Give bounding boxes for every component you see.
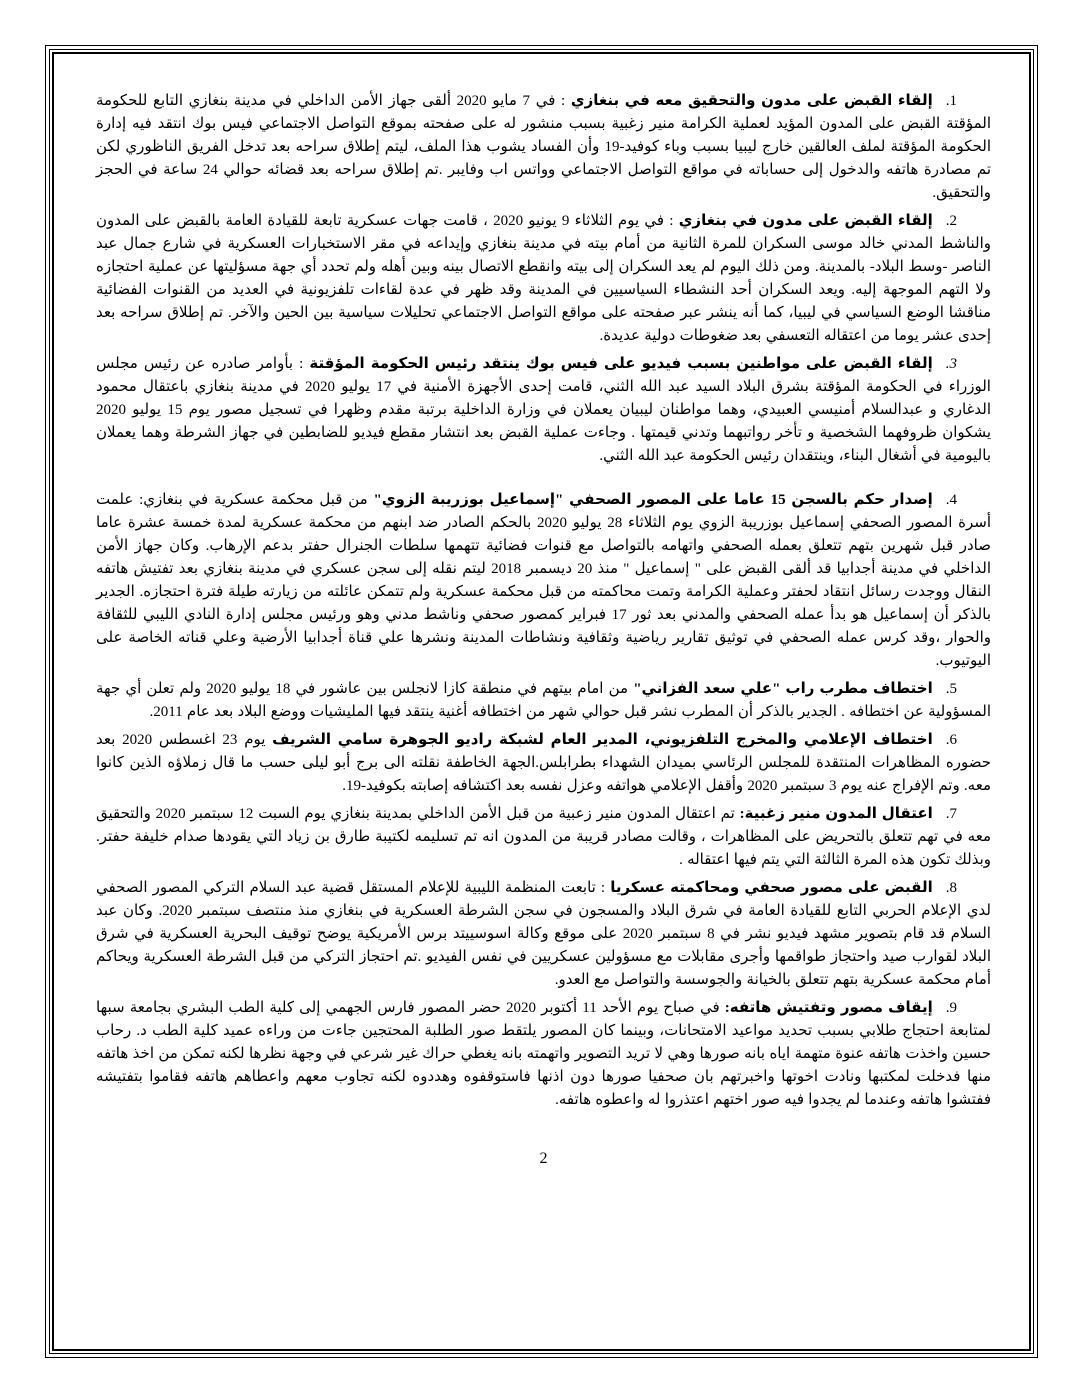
item-title: إصدار حكم بالسجن 15 عاما على المصور الصحفي "إسماعيل بوزريبة الزوي" xyxy=(373,492,933,508)
item-body: تم اعتقال المدون منير زعبية من قبل الأمن الداخلي بمدينة بنغازي يوم السبت 12 سبتمبر 2020 والتحقيق معه في تهم تتعلق بالتحريض على المظاهرات ، وقالت مصادر قريبة من المدون انه تم تسليمه لكتيبة طارق بن زياد التي يقودها صدام خليفة حفتر. وبذلك تكون هذه المرة الثالثة التي يتم فيها اعتقاله . xyxy=(96,806,991,868)
list-item-5 xyxy=(96,678,991,724)
item-body: من قبل محكمة عسكرية في بنغازي: علمت أسرة المصور الصحفي إسماعيل بوزريبة الزوي يوم الثلاثاء 28 يوليو 2020 بالحكم الصادر ضد ابنهم من محكمة عسكرية لمدة خمسة عشرة عاما صادر قبل شهرين بتهم تتعلق بعمله الصحفي واتهامه بالتواصل مع قنوات فضائية تتهمها سلطات الجنرال حفتر بدعم الإرهاب. وكان جهاز الأمن الداخلي في مدينة أجدابيا قد ألقى القبض على " إسماعيل " منذ 20 ديسمبر 2018 ليتم نقله إلى سجن عسكري في مدينة بنغازي بعد تفتيش هاتفه النقال ووجدت رسائل انتقاد لحفتر وعملية الكرامة وتمت محاكمته من قبل محكمة عسكرية ولم تتمكن عائلته من زيارته طيلة فترة احتجازه. الجدير بالذكر أن إسماعيل هو بدأ عمله الصحفي والمدني بعد ثور 17 فبراير كمصور صحفي وناشط مدني وهو ورئيس مجلس إدارة النادي الليبي للثقافة والحوار ،وقد كرس عمله الصحفي في توثيق تقارير رياضية وثقافية ونشاطات المدينة ونشرها علي قناة أجدابيا الأرضية وعلي قناته الخاصة على اليوتيوب. xyxy=(96,492,991,669)
item-body: : في يوم الثلاثاء 9 يونيو 2020 ، قامت جهات عسكرية تابعة للقيادة العامة بالقبض على المدون والناشط المدني خالد موسى السكران للمرة الثانية من أمام بيته في مدينة بنغازي وإيداعه في مقر الاستخبارات العسكرية في شارع جمال عبد الناصر -وسط البلاد- بالمدينة. ومن ذلك اليوم لم يعد السكران إلى بيته وانقطع الاتصال بينه وبين أهله ولم تحدد أي جهة مسؤليتها عن عملية احتجازه ولا التهم الموجهة إليه. ويعد السكران أحد النشطاء السياسيين في المدينة وقد ظهر في عدة لقاءات تلفزيونية في العديد من القنوات الفضائية مناقشا الوضع السياسي في ليبيا، كما أنه ينشر عبر صفحته على مواقع التواصل الاجتماعي تحليلات سياسية بين الحين والآخر. تم إطلاق سراحه بعد إحدى عشر يوما من اعتقاله التعسفي بعد ضغوطات دولية عديدة. xyxy=(96,213,991,344)
page-border-middle-line xyxy=(49,49,1034,1354)
item-title: إيقاف مصور وتفتيش هاتفه: xyxy=(724,1000,933,1016)
page-border xyxy=(45,45,1038,1358)
item-title: إلقاء القبض على مدون والتحقيق معه في بنغازي xyxy=(570,93,933,109)
item-number: 7. xyxy=(945,806,957,822)
item-title: اعتقال المدون منير زغبية: xyxy=(739,806,933,822)
item-number: 9. xyxy=(945,1000,957,1016)
item-number: 5. xyxy=(945,681,957,697)
item-body: يوم 23 اغسطس 2020 بعد حضوره المظاهرات المنتقدة للمجلس الرئاسي بميدان الشهداء بطرابلس.الجهة الخاطفة نقلته الى برج أبو ليلى حسب ما قال زملاؤه الذين كانوا معه. وتم الإفراج عنه يوم 3 سبتمبر 2020 وأقفل الإعلامي هواتفه وعزل نفسه بعد اكتشافه إصابته بكوفيد-19. xyxy=(96,732,991,794)
item-number: 4. xyxy=(945,492,958,508)
item-body: : بأوامر صادره عن رئيس مجلس الوزراء في الحكومة المؤقتة بشرق البلاد السيد عبد الله الثني، قامت إحدى الأجهزة الأمنية في 17 يوليو 2020 في مدينة بنغازي باعتقال محمود الدغاري و عبدالسلام أمنيسي العبيدي، وهما مواطنان ليبيان يعملان في وزارة الداخلية برتبة مقدم وظهرا في تسجيل مصور يوم 15 يوليو 2020 يشكوان ظروفهما الشخصية و تأخر رواتبهما وتدني قيمتها . وجاءت عملية القبض بعد انتشار مقطع فيديو للضابطين في جهاز الشرطة وهما يعملان باليومية في أشغال البناء، وينتقدان رئيس الحكومة عبد الله الثني. xyxy=(96,356,992,464)
item-body: : في 7 مايو 2020 ألقى جهاز الأمن الداخلي في مدينة بنغازي التابع للحكومة المؤقتة القبض على المدون المؤيد لعملية الكرامة منير زغبية بسبب منشور له على صفحته بموقع التواصل الاجتماعي فيس بوك انتقد فيه إدارة الحكومة المؤقتة لملف العالقين خارج ليبيا بسبب وباء كوفيد-19 وأن الفساد يشوب هذا الملف، ليتم إطلاق سراحه بعد تدخل الفريق الناظوري لكن تم مصادرة هاتفه والدخول إلى حساباته في مواقع التواصل الاجتماعي وواتس اب وفايبر .تم إطلاق سراحه بعد قضائه حوالي 24 ساعة في الحجز والتحقيق. xyxy=(96,93,991,201)
item-body: من امام بيتهم في منطقة كازا لانجلس بين عاشور في 18 يوليو 2020 ولم تعلن أي جهة المسؤولية عن اختطافه . الجدير بالذكر أن المطرب نشر قبل حوالي شهر من اختطافه أغنية ينتقد فيها المليشيات ووضع البلاد بعد عام 2011. xyxy=(96,681,991,720)
item-title: إلقاء القبض على مواطنين بسبب فيديو على فيس بوك ينتقد رئيس الحكومة المؤقتة xyxy=(309,356,933,372)
item-title: إلقاء القبض على مدون في بنغازي xyxy=(678,213,933,229)
item-number: 3. xyxy=(945,356,957,372)
list-item-4 xyxy=(96,489,991,673)
item-number: 6. xyxy=(945,732,957,748)
list-item-1 xyxy=(96,90,991,205)
item-title: اختطاف مطرب راب "علي سعد الفزاني" xyxy=(633,681,933,697)
item-number: 8. xyxy=(945,880,957,896)
document-page xyxy=(54,54,1029,1349)
item-number: 2. xyxy=(945,213,958,229)
item-number: 1. xyxy=(945,93,957,109)
page-number: 2 xyxy=(539,1150,548,1167)
list-item-2 xyxy=(96,210,991,348)
item-title: القبض على مصور صحفي ومحاكمته عسكريا xyxy=(610,880,933,896)
item-body: في صباح يوم الأحد 11 أكتوبر 2020 حضر المصور فارس الجهمي إلى كلية الطب البشري بجامعة سبها لمتابعة احتجاج طلابي بسبب تحديد مواعيد الامتحانات، وبينما كان المصور يلتقط صور الطلبة المحتجين جاءت من وراءه عميد كلية الطب د. رحاب حسين واخذت هاتفه عنوة متهمة اياه بانه صورها وهي لا تريد التصوير واتهمته بانه يغطي حراك غير شرعي في وجهة نظرها لكنه تمكن من اخذ هاتفه منها فدخلت لمكتبها ونادت اخوتها واخبرتهم بان صحفيا صورها دون اذنها فاستوقفوه وهددوه لكنه تجاوب معهم واعطاهم هاتفه فقاموا بتفتيشه ففتشوا هاتفه وعندما لم يجدوا فيه صور اختهم اعتذروا له واعطوه هاتفه. xyxy=(96,1000,991,1108)
list-item-6 xyxy=(96,729,991,798)
item-body: : تابعت المنظمة الليبية للإعلام المستقل قضية عبد السلام التركي المصور الصحفي لدي الإعلام الحربي التابع للقيادة العامة في شرق البلاد والمسجون في سجن الشرطة العسكرية في بنغازي منذ منتصف سبتمبر 2020. وكان عبد السلام قد قام بتصوير مشهد فيديو نشر في 8 سبتمبر 2020 على موقع وكالة اسوسييتد برس الأمريكية يوضح توقيف البحرية العسكرية في شرق البلاد لقوارب صيد واحتجاز طواقمها وأجرى مقابلات مع مسؤولين عسكريين في نفس الفيديو .تم احتجاز التركي من قبل الشرطة العسكرية ويحاكم أمام محكمة عسكرية بتهم تتعلق بالخيانة والجوسسة والتواصل مع العدو. xyxy=(96,880,991,988)
list-item-9 xyxy=(96,997,991,1112)
page-border-inner-line xyxy=(52,52,1031,1351)
list-item-7 xyxy=(96,803,991,872)
list-item-3 xyxy=(96,353,991,468)
item-title: اختطاف الإعلامي والمخرج التلفزيوني، المدير العام لشبكة راديو الجوهرة سامي الشريف xyxy=(272,732,933,748)
list-item-8 xyxy=(96,877,991,992)
